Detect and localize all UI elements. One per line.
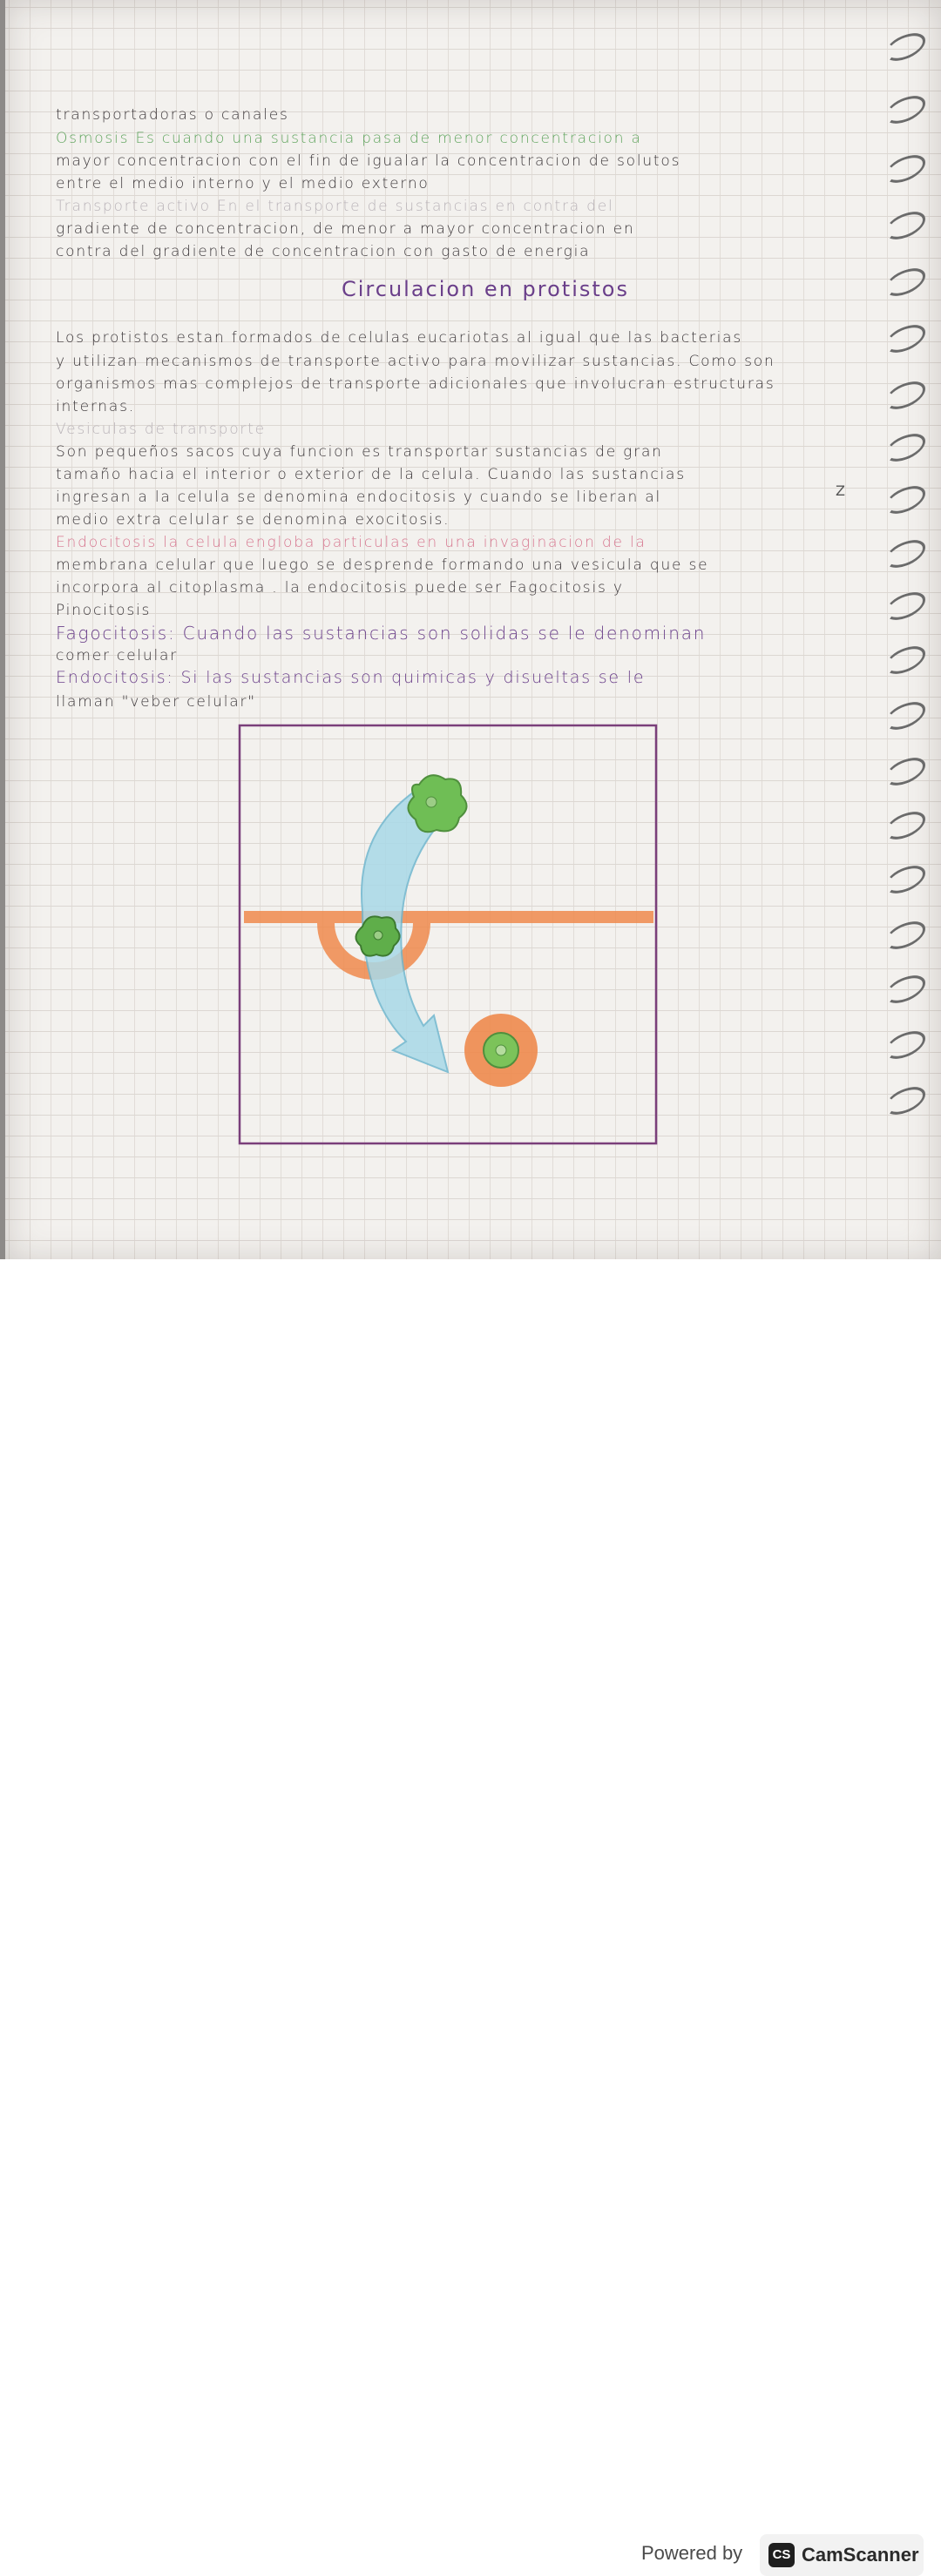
notebook-sheet bbox=[5, 0, 941, 1263]
binding-ring bbox=[885, 807, 925, 845]
note-line: transportadoras o canales bbox=[56, 106, 289, 124]
section-heading: Circulacion en protistos bbox=[342, 277, 629, 301]
binding-ring bbox=[885, 1082, 925, 1120]
note-line bbox=[56, 668, 645, 687]
binding-ring bbox=[885, 917, 925, 954]
note-line: mayor concentracion con el fin de igualar la concentracion de solutos bbox=[56, 152, 681, 170]
endocytosis-diagram bbox=[232, 719, 667, 1155]
binding-ring bbox=[885, 536, 925, 573]
binding-ring bbox=[885, 971, 925, 1008]
powered-by-label: Powered by bbox=[641, 2542, 743, 2564]
binding-ring bbox=[885, 29, 925, 66]
note-line: gradiente de concentracion, de menor a mayor concentracion en bbox=[56, 220, 635, 238]
camscanner-icon: CS bbox=[768, 2543, 795, 2567]
note-line: entre el medio interno y el medio externo bbox=[56, 175, 430, 192]
note-line: Los protistos estan formados de celulas eucariotas al igual que las bacterias bbox=[56, 329, 742, 347]
note-line: Son pequeños sacos cuya funcion es transportar sustancias de gran bbox=[56, 443, 663, 461]
note-line bbox=[56, 534, 647, 551]
binding-ring bbox=[885, 377, 925, 415]
particle-outside bbox=[408, 775, 466, 832]
binding-ring bbox=[885, 482, 925, 519]
scan-footer bbox=[0, 1259, 941, 2566]
particle-outside-core bbox=[426, 797, 437, 807]
note-line: organismos mas complejos de transporte adicionales que involucran estructuras bbox=[56, 375, 775, 393]
subheading-vesiculas: Vesiculas de transporte bbox=[56, 421, 266, 438]
note-line bbox=[56, 623, 706, 644]
binding-ring bbox=[885, 642, 925, 679]
particle-entering-core bbox=[374, 931, 382, 940]
binding-ring bbox=[885, 320, 925, 358]
note-line: contra del gradiente de concentracion con gasto de energia bbox=[56, 243, 591, 260]
note-line: medio extra celular se denomina exocitosis. bbox=[56, 511, 450, 529]
note-line bbox=[56, 130, 642, 147]
note-line: Transporte activo En el transporte de sustancias en contra del bbox=[56, 198, 614, 215]
binding-ring bbox=[885, 264, 925, 301]
camscanner-badge[interactable] bbox=[760, 2534, 924, 2576]
cell-membrane bbox=[244, 911, 653, 923]
note-line: llaman "veber celular" bbox=[56, 693, 256, 711]
note-line: incorpora al citoplasma . la endocitosis puede ser Fagocitosis y bbox=[56, 579, 624, 597]
note-line: Pinocitosis bbox=[56, 602, 152, 619]
binding-ring bbox=[885, 1027, 925, 1064]
camscanner-name: CamScanner bbox=[802, 2544, 919, 2566]
note-line: y utilizan mecanismos de transporte activo para movilizar sustancias. Como son bbox=[56, 353, 775, 370]
spiral-binding bbox=[871, 26, 941, 1123]
binding-ring bbox=[885, 91, 925, 129]
note-line: comer celular bbox=[56, 647, 178, 664]
binding-ring bbox=[885, 698, 925, 735]
note-line: ingresan a la celula se denomina endocitosis y cuando se liberan al bbox=[56, 489, 661, 506]
term-osmosis: Osmosis Es cuando una sustancia pasa de menor concentracion a bbox=[56, 130, 642, 147]
term-fagocitosis: Fagocitosis: Cuando las sustancias son solidas se le denominan bbox=[56, 623, 707, 644]
binding-ring bbox=[885, 753, 925, 791]
binding-ring bbox=[885, 588, 925, 625]
note-line: tamaño hacia el interior o exterior de la celula. Cuando las sustancias bbox=[56, 466, 686, 483]
term-endocitosis-2: Endocitosis: Si las sustancias son quimicas y disueltas se le bbox=[56, 668, 646, 687]
note-line: internas. bbox=[56, 398, 135, 415]
vesicle-particle-core bbox=[496, 1045, 506, 1055]
binding-ring bbox=[885, 207, 925, 245]
binding-ring bbox=[885, 151, 925, 188]
binding-ring bbox=[885, 861, 925, 899]
term-endocitosis: Endocitosis la celula engloba particulas en una invaginacion de la bbox=[56, 534, 647, 551]
note-line: membrana celular que luego se desprende formando una vesicula que se bbox=[56, 556, 709, 574]
margin-mark: Z bbox=[836, 482, 845, 499]
binding-ring bbox=[885, 429, 925, 467]
